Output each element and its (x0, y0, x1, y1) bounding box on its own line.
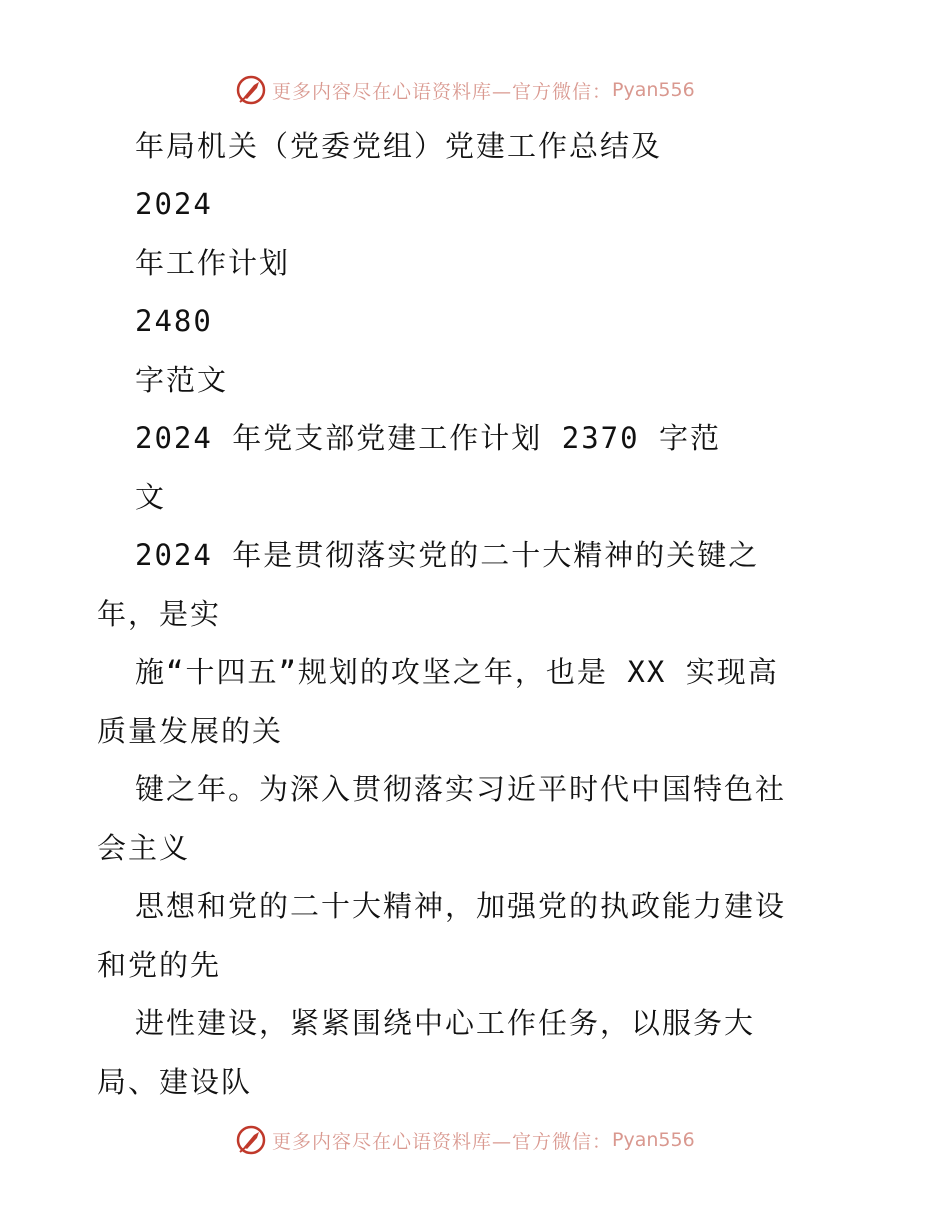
wechat-id: Pyan556 (612, 79, 695, 101)
watermark-text: 更多内容尽在心语资料库—官方微信： (272, 80, 613, 103)
doc-line: 2024 年党支部党建工作计划 2370 字范 (135, 421, 722, 455)
doc-line: 会主义 (97, 831, 191, 865)
doc-line: 2480 (135, 304, 213, 338)
doc-line: 文 (135, 480, 167, 514)
doc-line: 施“十四五”规划的攻坚之年，也是 XX 实现高 (135, 655, 779, 689)
doc-line: 2024 年是贯彻落实党的二十大精神的关键之 (135, 538, 760, 572)
pen-nib-logo-icon (234, 73, 268, 107)
doc-line: 和党的先 (97, 948, 222, 982)
watermark-text: 更多内容尽在心语资料库—官方微信： (272, 1130, 613, 1153)
doc-line: 质量发展的关 (97, 714, 284, 748)
pen-nib-logo-icon (234, 1123, 268, 1157)
doc-line: 进性建设，紧紧围绕中心工作任务，以服务大 (135, 1006, 756, 1040)
doc-line: 局、建设队 (97, 1065, 253, 1099)
footer-watermark (234, 1122, 695, 1158)
doc-line: 年工作计划 (135, 246, 291, 280)
header-watermark (234, 72, 695, 108)
doc-line: 年局机关（党委党组）党建工作总结及 (135, 129, 663, 163)
doc-line: 年，是实 (97, 597, 222, 631)
wechat-id: Pyan556 (612, 1129, 695, 1151)
doc-line: 字范文 (135, 363, 229, 397)
doc-line: 2024 (135, 187, 213, 221)
doc-line: 键之年。为深入贯彻落实习近平时代中国特色社 (135, 772, 787, 806)
doc-line: 思想和党的二十大精神，加强党的执政能力建设 (135, 889, 787, 923)
